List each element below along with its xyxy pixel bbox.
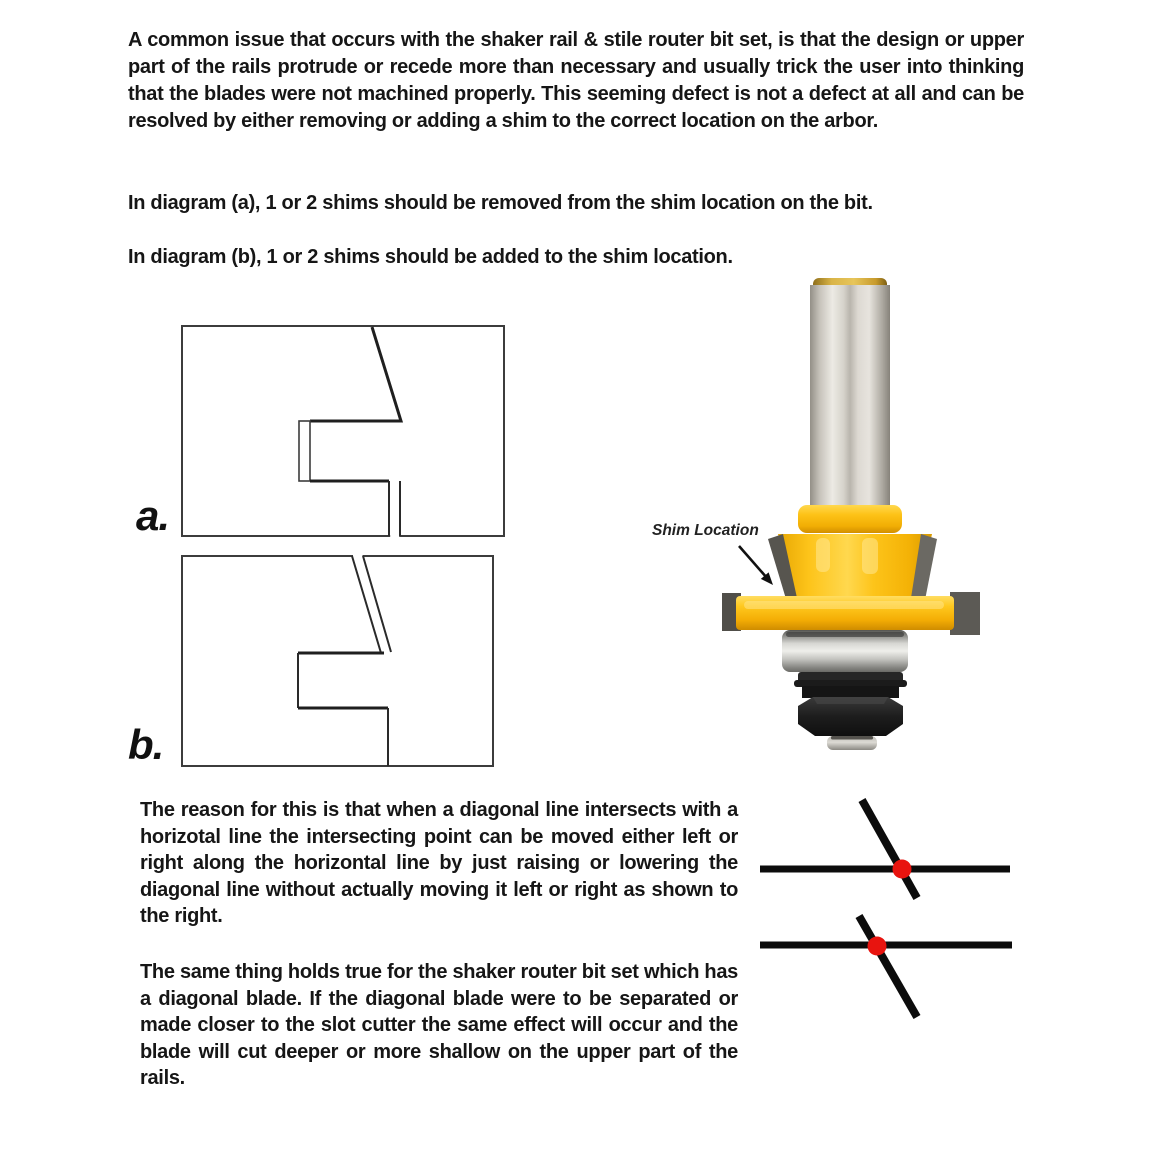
diagram-b-border xyxy=(182,556,493,766)
shim-location-label: Shim Location xyxy=(652,522,759,539)
diagram-b-label: b. xyxy=(128,721,164,768)
bit-screw-slot xyxy=(831,736,873,740)
note-diagram-a: In diagram (a), 1 or 2 shims should be removed from the shim location on the bit. xyxy=(128,192,873,214)
joint-diagram-b xyxy=(181,555,494,767)
intersecting-lines-diagram xyxy=(745,785,1025,1030)
diagram-a-border xyxy=(182,326,504,536)
bit-collar xyxy=(798,505,902,533)
bit-hex-nut-facet xyxy=(813,697,888,704)
bit-cutter-highlight-left xyxy=(816,538,830,572)
bit-washer-lip xyxy=(794,680,907,687)
diagram-a-bottom-gap xyxy=(390,534,399,537)
upper-intersection-dot xyxy=(893,860,912,879)
shim-location-arrow-line xyxy=(739,546,767,578)
slot-cutter-highlight xyxy=(744,601,944,609)
bit-bearing-rim xyxy=(786,632,904,637)
bit-cutter-highlight-right xyxy=(862,538,878,574)
note-diagram-b: In diagram (b), 1 or 2 shims should be added to the shim location. xyxy=(128,246,733,268)
same-thing-paragraph: The same thing holds true for the shaker router bit set which has a diagonal blade. If the diagonal blade were to be separated or made closer to the slot cutter the same effect will occur and the blade will cut deeper or more shallow on the upper part of the rails. xyxy=(140,961,738,1089)
diagram-b-top-gap xyxy=(353,555,363,559)
upper-diagonal-line xyxy=(862,800,917,898)
slot-cutter-tip-right xyxy=(950,592,980,635)
router-bit-image xyxy=(640,272,1000,762)
diagram-a-shim-strip xyxy=(299,421,310,481)
lower-diagonal-line xyxy=(859,916,917,1017)
bit-shank xyxy=(810,285,890,508)
diagram-a-label: a. xyxy=(136,492,170,539)
joint-diagram-a xyxy=(181,325,505,537)
bit-cutter-head xyxy=(778,534,932,598)
reason-paragraph: The reason for this is that when a diagonal line intersects with a horizotal line the intersecting point can be moved either left or right along the horizontal line by just raising or lowering the diagonal line without actually moving it left or right as shown to the right. xyxy=(140,799,738,927)
intro-paragraph: A common issue that occurs with the shaker rail & stile router bit set, is that the design or upper part of the rails protrude or recede more than necessary and usually trick the user into thinking that the blades were not machined properly. This seeming defect is not a defect at all and can be resolved by either removing or adding a shim to the correct location on the arbor. xyxy=(128,29,1024,132)
bit-washer-lower xyxy=(802,686,899,698)
lower-intersection-dot xyxy=(868,937,887,956)
